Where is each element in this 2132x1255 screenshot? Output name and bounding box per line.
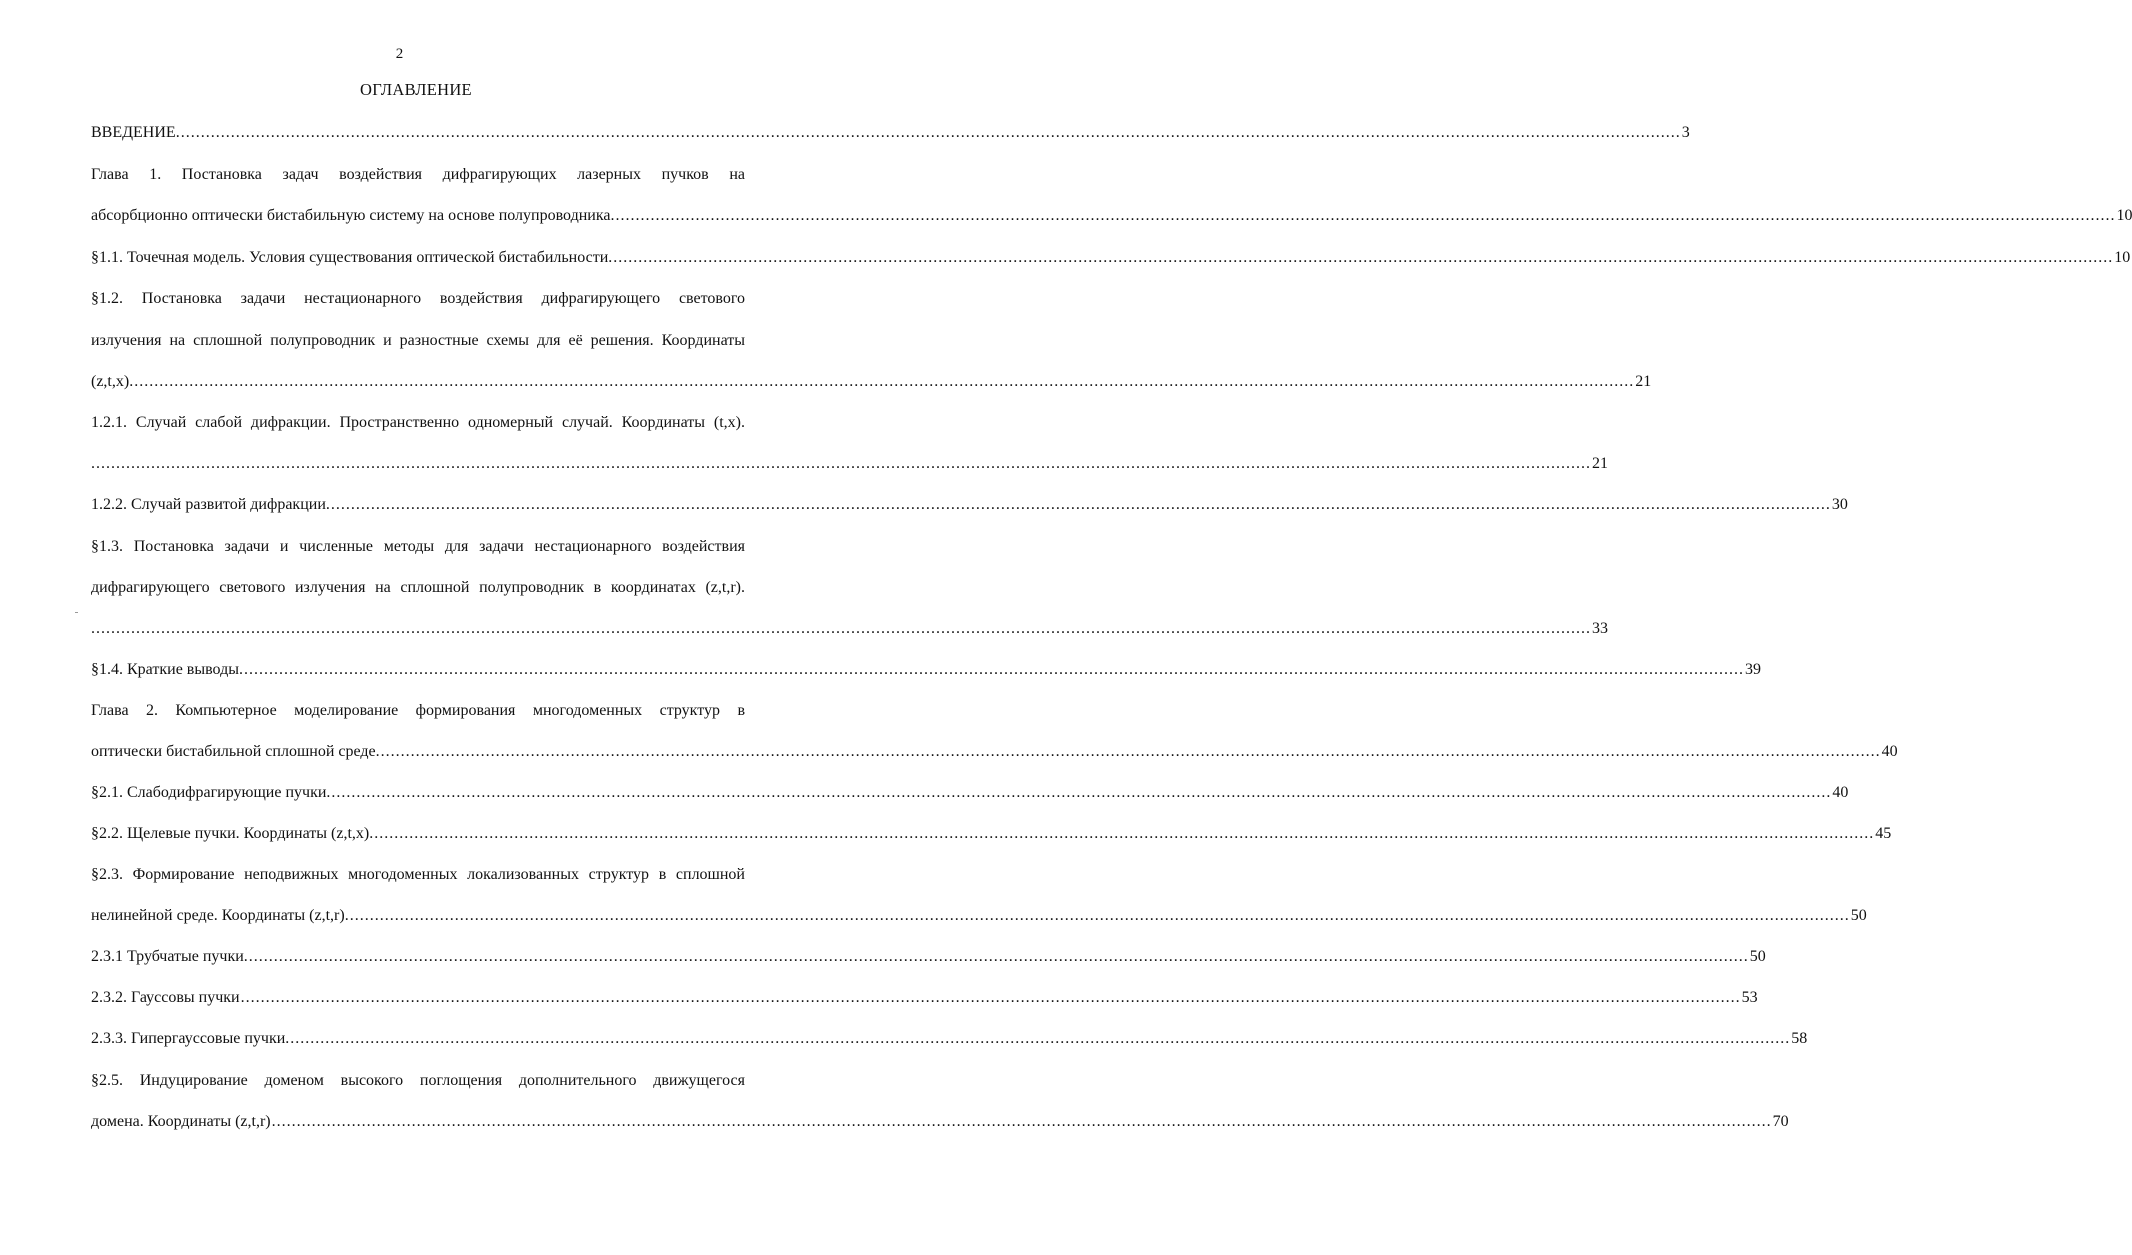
toc-entry-text: нелинейной среде. Координаты (z,t,r). — [91, 907, 349, 924]
toc-entry-text: домена. Координаты (z,t,r) — [91, 1113, 271, 1130]
toc-entry-text: §1.4. Краткие выводы. — [91, 661, 243, 678]
toc-leader-dots: ............................................................................................................................................................................................................................................................................................................ — [331, 784, 1832, 801]
toc-subsection-2-3-3[interactable] — [91, 1029, 1808, 1049]
toc-entry-page: 30 — [1831, 496, 1848, 513]
toc-chapter-2[interactable] — [91, 742, 1898, 762]
toc-entry-text: 2.3.2. Гауссовы пучки — [91, 989, 240, 1006]
toc-subsection-1-2-1[interactable] — [91, 454, 1608, 474]
toc-leader-dots: ............................................................................................................................................................................................................................................................................................................ — [134, 373, 1635, 390]
toc-entry-text: абсорбционно оптически бистабильную систему на основе полупроводника. — [91, 207, 615, 224]
toc-entry-text: §1.1. Точечная модель. Условия существования оптической бистабильности. — [91, 249, 613, 266]
toc-section-2-5[interactable] — [91, 1112, 1789, 1132]
toc-subsection-2-3-2[interactable] — [91, 988, 1758, 1008]
toc-entry-page: 40 — [1881, 743, 1898, 760]
toc-entry-text: §2.2. Щелевые пучки. Координаты (z,t,x). — [91, 825, 374, 842]
toc-section-2-3[interactable] — [91, 906, 1867, 926]
toc-entry-page: 50 — [1749, 948, 1766, 965]
toc-section-1-4[interactable] — [91, 660, 1761, 680]
toc-chapter-1-line1[interactable]: Глава 1. Постановка задач воздействия дифрагирующих лазерных пучков на — [91, 166, 745, 183]
toc-entry-page: 10 — [2114, 249, 2131, 266]
toc-entry-page: 70 — [1772, 1113, 1789, 1130]
toc-leader-dots: ............................................................................................................................................................................................................................................................................................................ — [349, 907, 1850, 924]
toc-section-1-1[interactable] — [91, 248, 2131, 268]
toc-entry-page: 3 — [1681, 124, 1690, 141]
toc-section-1-2-line1[interactable]: §1.2. Постановка задачи нестационарного воздействия дифрагирующего светового — [91, 290, 745, 307]
toc-leader-dots: ............................................................................................................................................................................................................................................................................................................ — [91, 620, 1591, 637]
toc-leader-dots: ............................................................................................................................................................................................................................................................................................................ — [271, 1113, 1772, 1130]
toc-section-1-3-line2[interactable]: дифрагирующего светового излучения на сплошной полупроводник в координатах (z,t,r). — [91, 579, 745, 596]
toc-entry-page: 39 — [1744, 661, 1761, 678]
toc-leader-dots: ............................................................................................................................................................................................................................................................................................................ — [290, 1030, 1791, 1047]
toc-section-2-2[interactable] — [91, 824, 1892, 844]
toc-section-2-3-line1[interactable]: §2.3. Формирование неподвижных многодоменных локализованных структур в сплошной — [91, 866, 745, 883]
toc-entry-page: 33 — [1592, 620, 1608, 637]
toc-entry-page: 45 — [1875, 825, 1892, 842]
toc-section-1-2-line2[interactable]: излучения на сплошной полупроводник и разностные схемы для её решения. Координаты — [91, 332, 745, 349]
toc-entry-page: 58 — [1791, 1030, 1808, 1047]
toc-entry-introduction[interactable] — [91, 123, 1690, 143]
toc-leader-dots: ............................................................................................................................................................................................................................................................................................................ — [613, 249, 2114, 266]
toc-entry-text: 2.3.3. Гипергауссовые пучки. — [91, 1030, 290, 1047]
toc-leader-dots: ............................................................................................................................................................................................................................................................................................................ — [180, 124, 1681, 141]
scan-artifact — [75, 612, 78, 613]
toc-subsection-1-2-2[interactable] — [91, 495, 1848, 515]
toc-section-2-5-line1[interactable]: §2.5. Индуцирование доменом высокого поглощения дополнительного движущегося — [91, 1072, 745, 1089]
toc-entry-page: 21 — [1635, 373, 1652, 390]
toc-entry-text: §2.1. Слабодифрагирующие пучки. — [91, 784, 331, 801]
toc-leader-dots: ............................................................................................................................................................................................................................................................................................................ — [91, 455, 1591, 472]
toc-section-1-2[interactable] — [91, 372, 1652, 392]
toc-subsection-2-3-1[interactable] — [91, 947, 1766, 967]
toc-entry-text: ВВЕДЕНИЕ. — [91, 124, 180, 141]
toc-chapter-1[interactable] — [91, 206, 2132, 226]
toc-entry-page: 10 — [2116, 207, 2132, 224]
toc-entry-text: (z,t,x). — [91, 373, 134, 390]
toc-leader-dots: ............................................................................................................................................................................................................................................................................................................ — [240, 989, 1741, 1006]
toc-subsection-1-2-1-line1[interactable]: 1.2.1. Случай слабой дифракции. Пространственно одномерный случай. Координаты (t,x). — [91, 414, 745, 431]
toc-entry-page: 50 — [1850, 907, 1867, 924]
toc-leader-dots: ............................................................................................................................................................................................................................................................................................................ — [330, 496, 1831, 513]
toc-leader-dots: ............................................................................................................................................................................................................................................................................................................ — [380, 743, 1881, 760]
toc-entry-page: 21 — [1592, 455, 1608, 472]
toc-entry-text: 1.2.2. Случай развитой дифракции. — [91, 496, 330, 513]
toc-section-1-3-line1[interactable]: §1.3. Постановка задачи и численные методы для задачи нестационарного воздействия — [91, 538, 745, 555]
toc-leader-dots: ............................................................................................................................................................................................................................................................................................................ — [243, 661, 1744, 678]
toc-entry-text: оптически бистабильной сплошной среде. — [91, 743, 380, 760]
toc-section-2-1[interactable] — [91, 783, 1849, 803]
toc-leader-dots: ............................................................................................................................................................................................................................................................................................................ — [615, 207, 2116, 224]
toc-entry-text: 2.3.1 Трубчатые пучки. — [91, 948, 248, 965]
toc-leader-dots: ............................................................................................................................................................................................................................................................................................................ — [248, 948, 1749, 965]
toc-entry-page: 40 — [1832, 784, 1849, 801]
toc-leader-dots: ............................................................................................................................................................................................................................................................................................................ — [374, 825, 1875, 842]
page-number: 2 — [395, 46, 404, 62]
toc-title: ОГЛАВЛЕНИЕ — [360, 80, 472, 99]
toc-chapter-2-line1[interactable]: Глава 2. Компьютерное моделирование формирования многодоменных структур в — [91, 702, 745, 719]
toc-section-1-3[interactable] — [91, 619, 1608, 639]
toc-entry-page: 53 — [1741, 989, 1758, 1006]
